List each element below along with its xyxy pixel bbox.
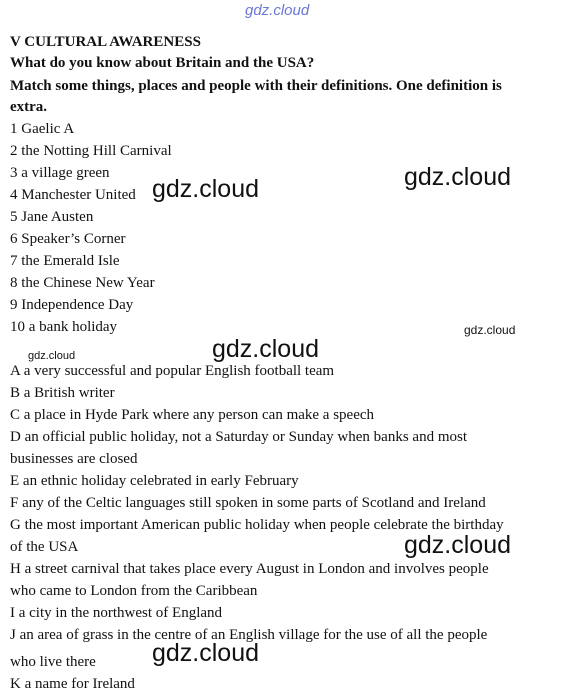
- item-1: 1 Gaelic A: [10, 121, 75, 137]
- watermark-7: gdz.cloud: [152, 639, 260, 667]
- definition-H-cont: who came to London from the Caribbean: [10, 583, 258, 599]
- question-heading: What do you know about Britain and the USA?: [10, 55, 315, 71]
- watermark-1: gdz.cloud: [152, 175, 260, 203]
- definition-J-cont: who live there: [10, 654, 96, 670]
- item-9: 9 Independence Day: [10, 297, 134, 313]
- definition-A: A a very successful and popular English football team: [10, 363, 335, 379]
- item-6: 6 Speaker’s Corner: [10, 231, 126, 247]
- watermark-4: gdz.cloud: [212, 335, 320, 363]
- item-10: 10 a bank holiday: [10, 319, 118, 335]
- watermark-6: gdz.cloud: [404, 531, 512, 559]
- item-7: 7 the Emerald Isle: [10, 253, 120, 269]
- definition-J: J an area of grass in the centre of an English village for the use of all the people: [10, 627, 488, 643]
- item-3: 3 a village green: [10, 165, 110, 181]
- watermark-2: gdz.cloud: [404, 163, 512, 191]
- item-5: 5 Jane Austen: [10, 209, 94, 225]
- item-8: 8 the Chinese New Year: [10, 275, 155, 291]
- item-2: 2 the Notting Hill Carnival: [10, 143, 172, 159]
- watermark-top: gdz.cloud: [245, 2, 310, 19]
- definition-F: F any of the Celtic languages still spoken in some parts of Scotland and Ireland: [10, 495, 486, 511]
- definition-H: H a street carnival that takes place every August in London and involves people: [10, 561, 489, 577]
- section-title: V CULTURAL AWARENESS: [10, 34, 201, 50]
- definition-B: B a British writer: [10, 385, 115, 401]
- watermark-3: gdz.cloud: [464, 323, 516, 337]
- instruction-line-1: Match some things, places and people with their definitions. One definition is: [10, 78, 502, 94]
- watermark-5: gdz.cloud: [28, 350, 76, 362]
- definition-G-cont: of the USA: [10, 539, 79, 555]
- definition-D-cont: businesses are closed: [10, 451, 138, 467]
- instruction-line-2: extra.: [10, 99, 48, 115]
- definition-C: C a place in Hyde Park where any person can make a speech: [10, 407, 375, 423]
- item-4: 4 Manchester United: [10, 187, 136, 203]
- definition-E: E an ethnic holiday celebrated in early February: [10, 473, 299, 489]
- definition-D: D an official public holiday, not a Saturday or Sunday when banks and most: [10, 429, 467, 445]
- definition-K: K a name for Ireland: [10, 676, 135, 692]
- definition-I: I a city in the northwest of England: [10, 605, 223, 621]
- definition-G: G the most important American public holiday when people celebrate the birthday: [10, 517, 504, 533]
